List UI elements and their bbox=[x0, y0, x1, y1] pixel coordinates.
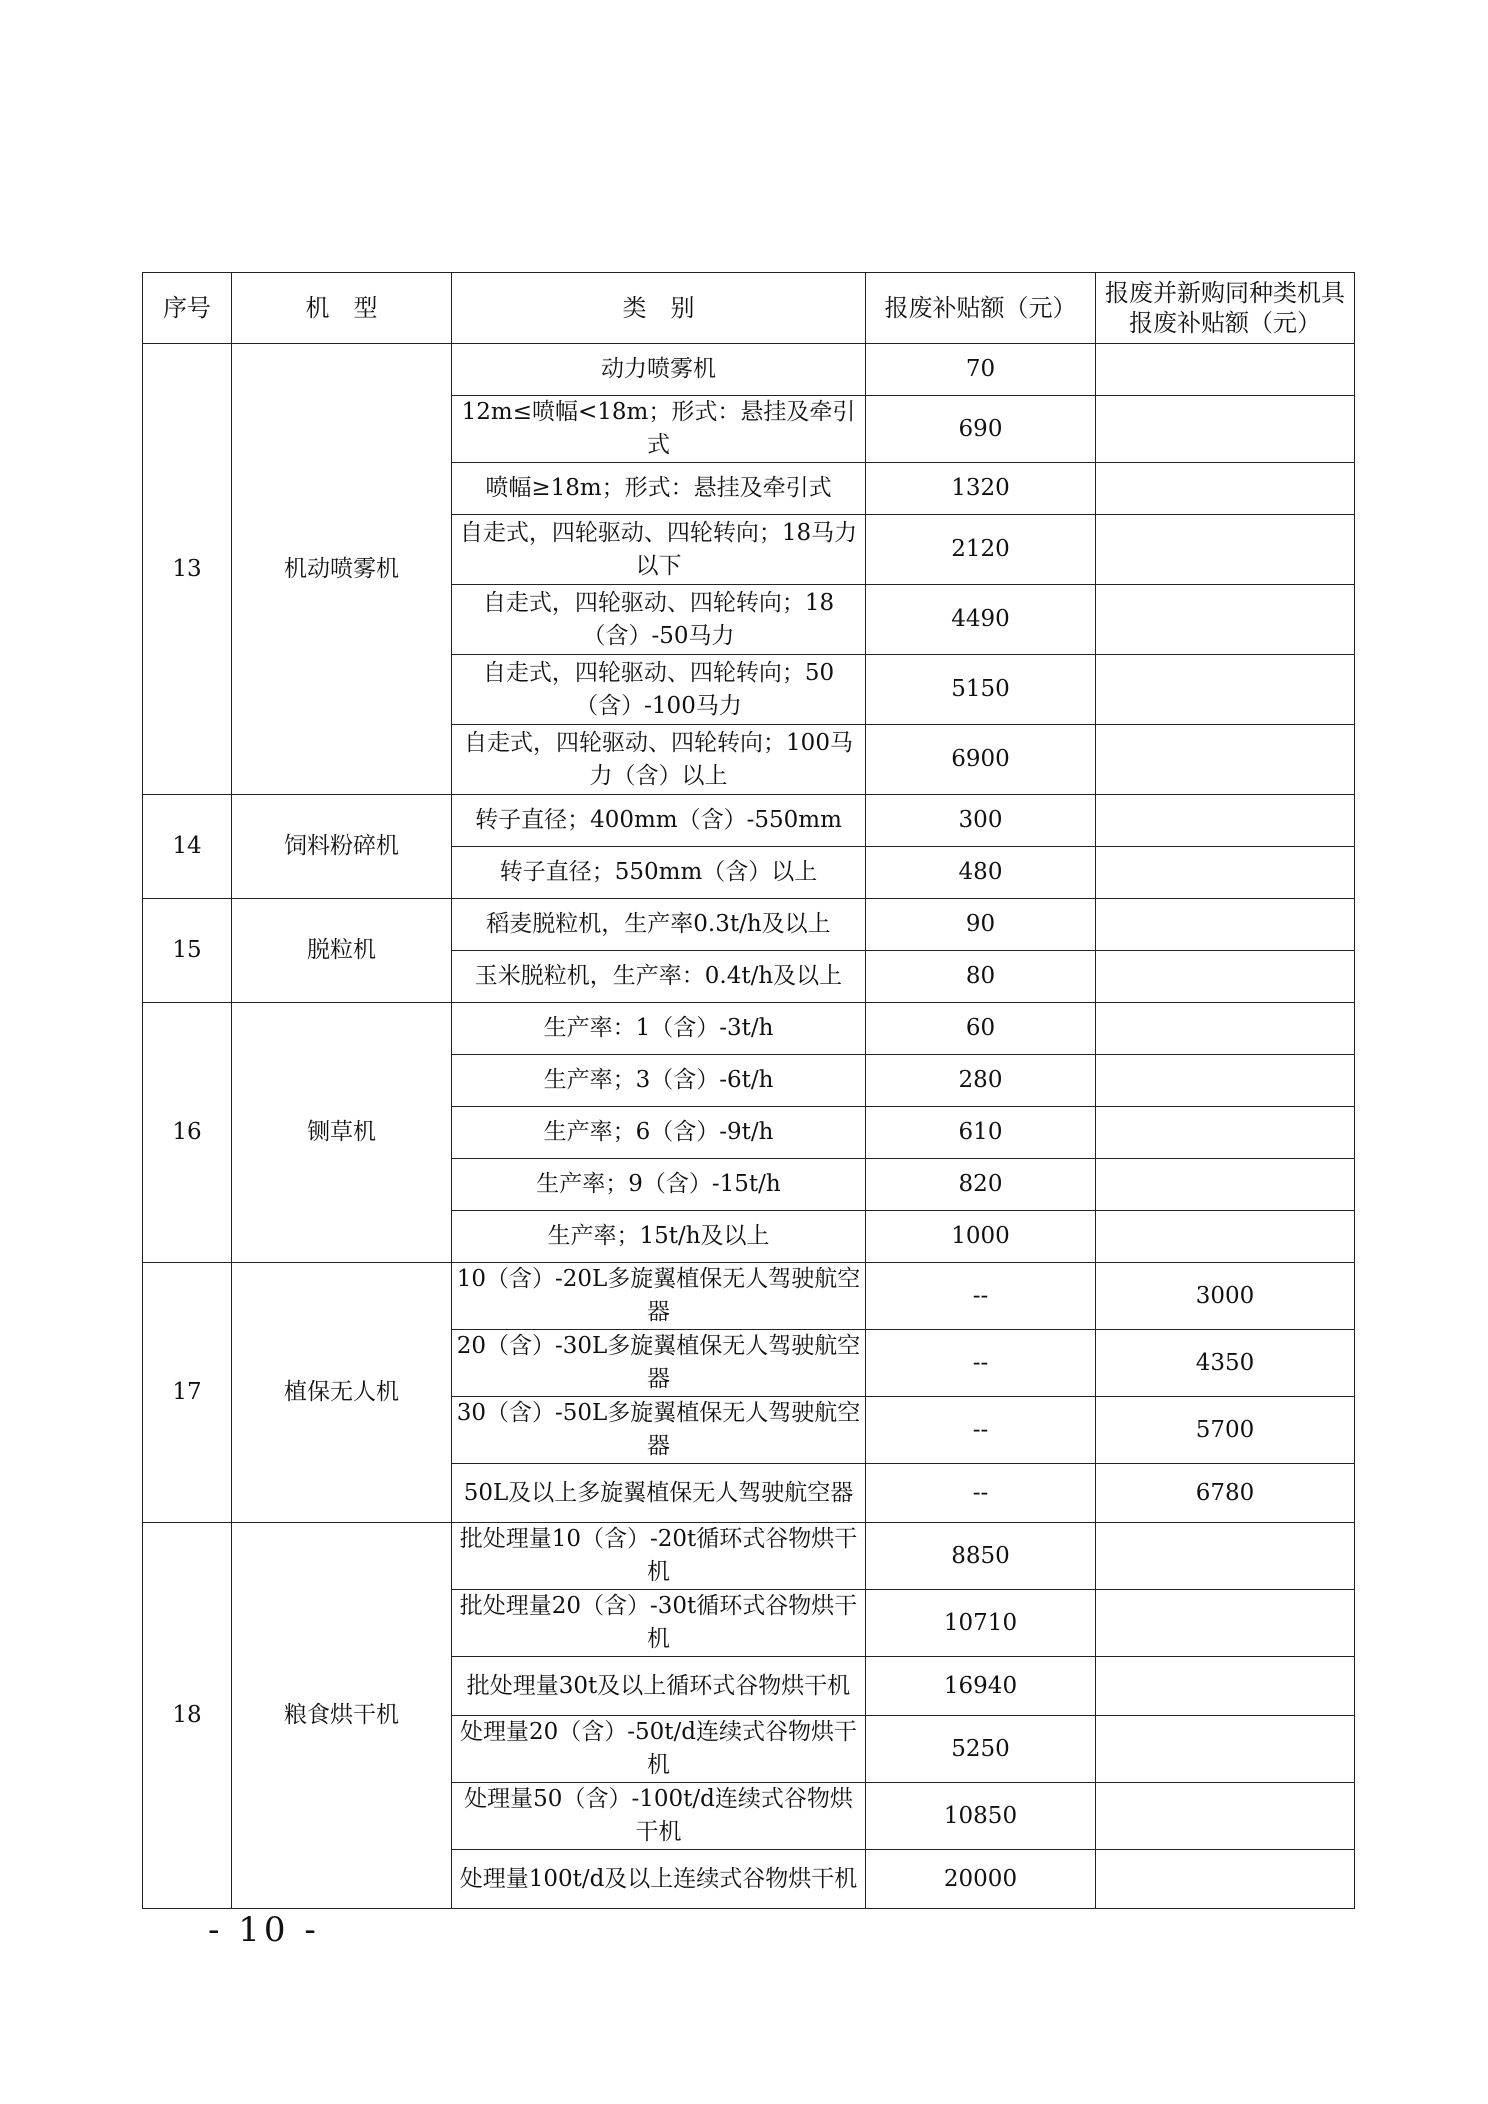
category-cell: 处理量20（含）-50t/d连续式谷物烘干机 bbox=[452, 1716, 866, 1783]
subsidy-cell: 4490 bbox=[866, 585, 1096, 655]
new-subsidy-cell bbox=[1096, 1003, 1355, 1055]
new-subsidy-cell bbox=[1096, 344, 1355, 396]
category-cell: 自走式，四轮驱动、四轮转向；18（含）-50马力 bbox=[452, 585, 866, 655]
category-cell: 生产率；6（含）-9t/h bbox=[452, 1107, 866, 1159]
category-cell: 30（含）-50L多旋翼植保无人驾驶航空器 bbox=[452, 1397, 866, 1464]
new-subsidy-cell bbox=[1096, 899, 1355, 951]
new-subsidy-cell: 6780 bbox=[1096, 1464, 1355, 1523]
category-cell: 生产率；15t/h及以上 bbox=[452, 1211, 866, 1263]
category-cell: 12m≤喷幅<18m；形式：悬挂及牵引式 bbox=[452, 396, 866, 463]
category-cell: 生产率：1（含）-3t/h bbox=[452, 1003, 866, 1055]
subsidy-cell: 1320 bbox=[866, 463, 1096, 515]
new-subsidy-cell bbox=[1096, 1523, 1355, 1590]
table-row bbox=[143, 795, 1355, 847]
table-row bbox=[143, 344, 1355, 396]
new-subsidy-cell bbox=[1096, 1055, 1355, 1107]
subsidy-cell: 60 bbox=[866, 1003, 1096, 1055]
header-new-subsidy: 报废并新购同种类机具报废补贴额（元） bbox=[1096, 273, 1355, 344]
category-cell: 自走式，四轮驱动、四轮转向；18马力以下 bbox=[452, 515, 866, 585]
subsidy-cell: 90 bbox=[866, 899, 1096, 951]
header-model: 机 型 bbox=[232, 273, 452, 344]
category-cell: 处理量50（含）-100t/d连续式谷物烘干机 bbox=[452, 1783, 866, 1850]
subsidy-cell: 20000 bbox=[866, 1850, 1096, 1909]
subsidy-cell: 610 bbox=[866, 1107, 1096, 1159]
subsidy-cell: 10710 bbox=[866, 1590, 1096, 1657]
new-subsidy-cell bbox=[1096, 725, 1355, 795]
seq-cell: 14 bbox=[143, 795, 232, 899]
model-cell: 脱粒机 bbox=[232, 899, 452, 1003]
new-subsidy-cell: 3000 bbox=[1096, 1263, 1355, 1330]
new-subsidy-cell: 5700 bbox=[1096, 1397, 1355, 1464]
model-cell: 机动喷雾机 bbox=[232, 344, 452, 795]
new-subsidy-cell bbox=[1096, 951, 1355, 1003]
category-cell: 处理量100t/d及以上连续式谷物烘干机 bbox=[452, 1850, 866, 1909]
subsidy-table bbox=[142, 272, 1355, 1909]
new-subsidy-cell bbox=[1096, 1107, 1355, 1159]
category-cell: 稻麦脱粒机，生产率0.3t/h及以上 bbox=[452, 899, 866, 951]
subsidy-cell: 1000 bbox=[866, 1211, 1096, 1263]
new-subsidy-cell bbox=[1096, 1211, 1355, 1263]
subsidy-cell: -- bbox=[866, 1397, 1096, 1464]
header-category: 类 别 bbox=[452, 273, 866, 344]
category-cell: 自走式，四轮驱动、四轮转向；50（含）-100马力 bbox=[452, 655, 866, 725]
model-cell: 粮食烘干机 bbox=[232, 1523, 452, 1909]
seq-cell: 18 bbox=[143, 1523, 232, 1909]
table-row bbox=[143, 899, 1355, 951]
subsidy-cell: 5250 bbox=[866, 1716, 1096, 1783]
subsidy-cell: 300 bbox=[866, 795, 1096, 847]
new-subsidy-cell bbox=[1096, 1850, 1355, 1909]
category-cell: 生产率；9（含）-15t/h bbox=[452, 1159, 866, 1211]
category-cell: 喷幅≥18m；形式：悬挂及牵引式 bbox=[452, 463, 866, 515]
subsidy-cell: -- bbox=[866, 1330, 1096, 1397]
model-cell: 植保无人机 bbox=[232, 1263, 452, 1523]
category-cell: 批处理量10（含）-20t循环式谷物烘干机 bbox=[452, 1523, 866, 1590]
category-cell: 10（含）-20L多旋翼植保无人驾驶航空器 bbox=[452, 1263, 866, 1330]
new-subsidy-cell bbox=[1096, 1590, 1355, 1657]
model-cell: 铡草机 bbox=[232, 1003, 452, 1263]
category-cell: 批处理量20（含）-30t循环式谷物烘干机 bbox=[452, 1590, 866, 1657]
subsidy-cell: 280 bbox=[866, 1055, 1096, 1107]
new-subsidy-cell bbox=[1096, 655, 1355, 725]
new-subsidy-cell bbox=[1096, 1716, 1355, 1783]
table-row bbox=[143, 1523, 1355, 1590]
new-subsidy-cell bbox=[1096, 1657, 1355, 1716]
header-seq: 序号 bbox=[143, 273, 232, 344]
table-row bbox=[143, 1003, 1355, 1055]
subsidy-cell: -- bbox=[866, 1263, 1096, 1330]
header-subsidy: 报废补贴额（元） bbox=[866, 273, 1096, 344]
subsidy-cell: 820 bbox=[866, 1159, 1096, 1211]
new-subsidy-cell bbox=[1096, 515, 1355, 585]
subsidy-cell: 2120 bbox=[866, 515, 1096, 585]
subsidy-cell: 70 bbox=[866, 344, 1096, 396]
new-subsidy-cell bbox=[1096, 396, 1355, 463]
page-number: - 10 - bbox=[208, 1910, 320, 1950]
new-subsidy-cell bbox=[1096, 1783, 1355, 1850]
seq-cell: 16 bbox=[143, 1003, 232, 1263]
seq-cell: 17 bbox=[143, 1263, 232, 1523]
table-row bbox=[143, 1263, 1355, 1330]
subsidy-cell: 16940 bbox=[866, 1657, 1096, 1716]
category-cell: 转子直径；550mm（含）以上 bbox=[452, 847, 866, 899]
category-cell: 50L及以上多旋翼植保无人驾驶航空器 bbox=[452, 1464, 866, 1523]
category-cell: 自走式，四轮驱动、四轮转向；100马力（含）以上 bbox=[452, 725, 866, 795]
category-cell: 转子直径；400mm（含）-550mm bbox=[452, 795, 866, 847]
new-subsidy-cell bbox=[1096, 1159, 1355, 1211]
category-cell: 动力喷雾机 bbox=[452, 344, 866, 396]
subsidy-cell: 5150 bbox=[866, 655, 1096, 725]
seq-cell: 15 bbox=[143, 899, 232, 1003]
subsidy-cell: 10850 bbox=[866, 1783, 1096, 1850]
subsidy-cell: 8850 bbox=[866, 1523, 1096, 1590]
category-cell: 20（含）-30L多旋翼植保无人驾驶航空器 bbox=[452, 1330, 866, 1397]
subsidy-cell: 690 bbox=[866, 396, 1096, 463]
category-cell: 玉米脱粒机，生产率：0.4t/h及以上 bbox=[452, 951, 866, 1003]
new-subsidy-cell: 4350 bbox=[1096, 1330, 1355, 1397]
subsidy-cell: -- bbox=[866, 1464, 1096, 1523]
subsidy-cell: 6900 bbox=[866, 725, 1096, 795]
model-cell: 饲料粉碎机 bbox=[232, 795, 452, 899]
subsidy-cell: 480 bbox=[866, 847, 1096, 899]
new-subsidy-cell bbox=[1096, 847, 1355, 899]
seq-cell: 13 bbox=[143, 344, 232, 795]
table-body bbox=[143, 344, 1355, 1909]
new-subsidy-cell bbox=[1096, 585, 1355, 655]
subsidy-cell: 80 bbox=[866, 951, 1096, 1003]
category-cell: 生产率；3（含）-6t/h bbox=[452, 1055, 866, 1107]
category-cell: 批处理量30t及以上循环式谷物烘干机 bbox=[452, 1657, 866, 1716]
new-subsidy-cell bbox=[1096, 795, 1355, 847]
table-header-row bbox=[143, 273, 1355, 344]
new-subsidy-cell bbox=[1096, 463, 1355, 515]
